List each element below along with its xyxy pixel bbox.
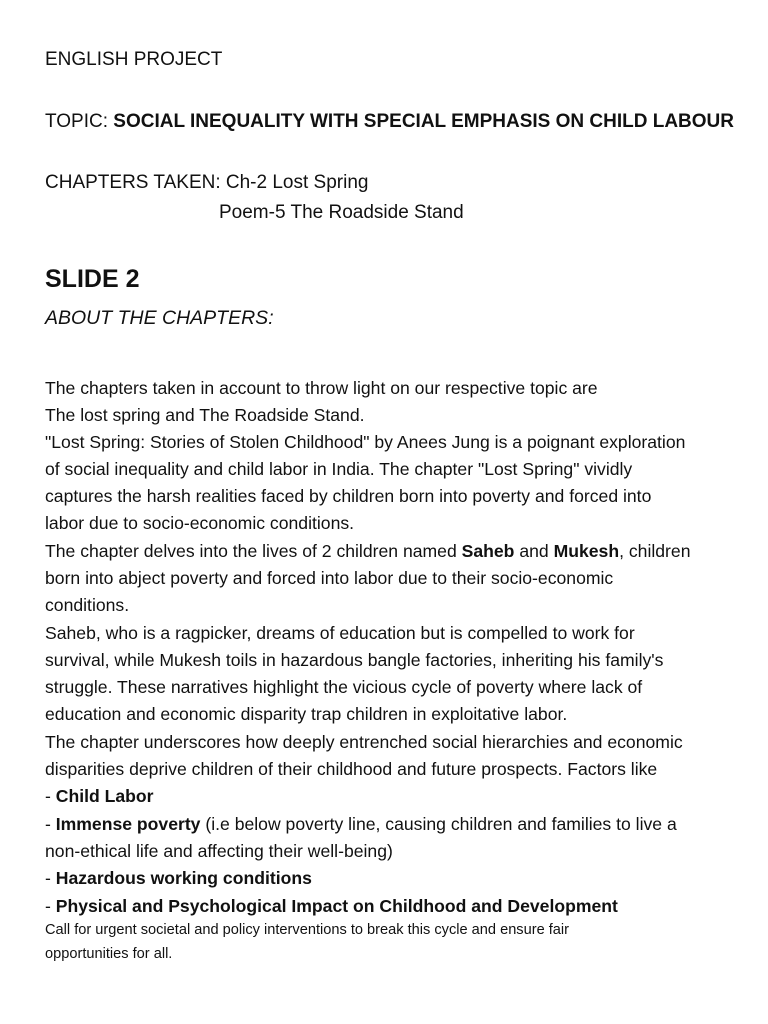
closing-line: opportunities for all.	[45, 946, 173, 962]
slide-subtitle: ABOUT THE CHAPTERS:	[45, 307, 274, 329]
factor-label: Physical and Psychological Impact on Childhood and Development	[55, 896, 618, 916]
body-line: The lost spring and The Roadside Stand.	[45, 405, 365, 425]
body-text: , children	[619, 541, 691, 561]
closing-line: Call for urgent societal and policy interventions to break this cycle and ensure fair	[45, 922, 570, 938]
body-line: "Lost Spring: Stories of Stolen Childhood" by Anees Jung is a poignant exploration	[45, 432, 686, 452]
body-text: and	[514, 541, 554, 561]
bullet-dash: -	[45, 786, 56, 806]
factor-item	[45, 786, 154, 807]
body-line	[45, 541, 690, 562]
factor-item	[45, 814, 677, 835]
topic-value: SOCIAL INEQUALITY WITH SPECIAL EMPHASIS ON CHILD LABOUR	[113, 111, 734, 132]
topic-label: TOPIC:	[45, 111, 114, 132]
project-heading: ENGLISH PROJECT	[45, 49, 223, 70]
chapters-line	[45, 172, 368, 194]
bullet-dash: -	[45, 868, 56, 888]
factor-item	[45, 868, 312, 889]
body-line: The chapters taken in account to throw light on our respective topic are	[45, 378, 598, 398]
body-line: of social inequality and child labor in India. The chapter "Lost Spring" vividly	[45, 459, 633, 479]
body-line: The chapter underscores how deeply entrenched social hierarchies and economic	[45, 732, 683, 752]
body-line: born into abject poverty and forced into labor due to their socio-economic	[45, 568, 614, 588]
body-line: conditions.	[45, 595, 130, 615]
chapters-label: CHAPTERS TAKEN:	[45, 172, 226, 193]
factor-continuation: non-ethical life and affecting their well-being)	[45, 841, 393, 861]
body-line: disparities deprive children of their childhood and future prospects. Factors like	[45, 759, 658, 779]
bullet-dash: -	[45, 814, 56, 834]
body-line: Saheb, who is a ragpicker, dreams of education but is compelled to work for	[45, 623, 635, 643]
topic-line	[45, 111, 734, 133]
body-line: struggle. These narratives highlight the vicious cycle of poverty where lack of	[45, 677, 643, 697]
body-line: captures the harsh realities faced by children born into poverty and forced into	[45, 486, 652, 506]
body-text: The chapter delves into the lives of 2 children named	[45, 541, 462, 561]
factor-text: (i.e below poverty line, causing children and families to live a	[200, 814, 677, 834]
slide-title: SLIDE 2	[45, 265, 140, 293]
name-mukesh: Mukesh	[553, 541, 620, 561]
bullet-dash: -	[45, 896, 56, 916]
body-line: survival, while Mukesh toils in hazardous bangle factories, inheriting his family's	[45, 650, 664, 670]
factor-label: Child Labor	[55, 786, 154, 806]
factor-item	[45, 896, 618, 917]
body-line: education and economic disparity trap children in exploitative labor.	[45, 704, 568, 724]
factor-label: Hazardous working conditions	[55, 868, 312, 888]
name-saheb: Saheb	[461, 541, 515, 561]
chapter-1: Ch-2 Lost Spring	[225, 172, 369, 193]
chapter-2: Poem-5 The Roadside Stand	[219, 202, 464, 223]
body-line: labor due to socio-economic conditions.	[45, 513, 355, 533]
factor-label: Immense poverty	[55, 814, 201, 834]
